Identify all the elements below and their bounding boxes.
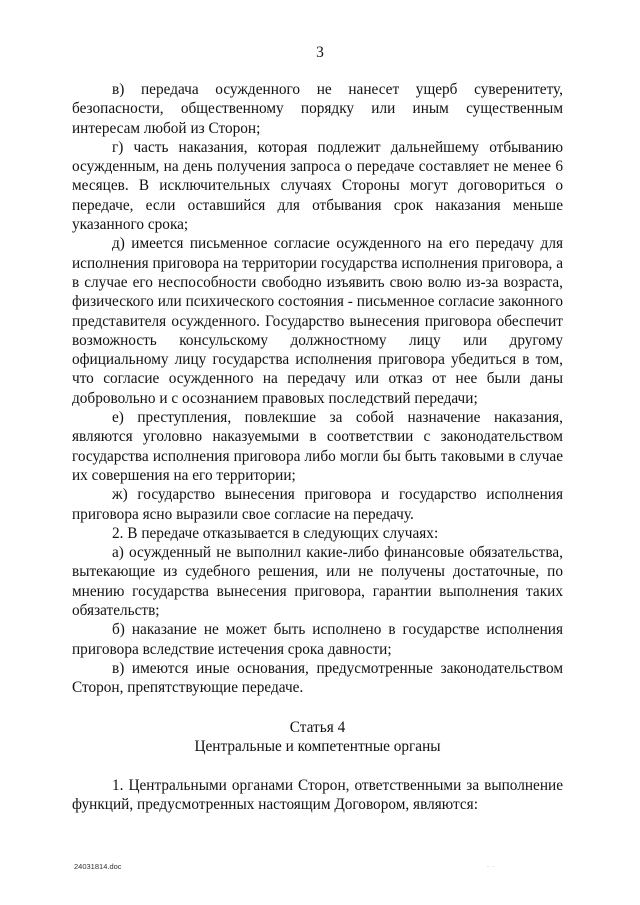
- document-body: [72, 80, 563, 815]
- paragraph-v: в) передача осужденного не нанесет ущерб суверенитету, безопасности, общественному порядку или иным существенным интересам любой из Сторон;: [72, 81, 563, 137]
- paragraph-refusal-a: а) осужденный не выполнил какие-либо финансовые обязательства, вытекающие из судебного решения, или не получены достаточные, по мнению государства вынесения приговора, гарантии выполнения таких обязательств;: [72, 544, 563, 620]
- paragraph-refusal-v: в) имеются иные основания, предусмотренные законодательством Сторон, препятствующие передаче.: [72, 659, 563, 697]
- article-heading: [72, 718, 563, 757]
- paragraph-g: г) часть наказания, которая подлежит дальнейшему отбыванию осужденным, на день получения запроса о передаче составляет не менее 6 месяцев. В исключительных случаях Стороны могут договориться о передаче, если оставшийся для отбывания срок наказания меньше указанного срока;: [72, 138, 563, 234]
- article-number: Статья 4: [289, 718, 346, 736]
- page-number: 3: [316, 44, 324, 61]
- paragraph-refusal-intro: 2. В передаче отказывается в следующих случаях:: [112, 524, 439, 542]
- paragraph-d: д) имеется письменное согласие осужденного на его передачу для исполнения приговора на территории государства исполнения приговора, а в случае его неспособности свободно изъявить свою волю из-за возраста, физического или психического состояния - письменное согласие законного представителя осужденного. Государство вынесения приговора обеспечит возможность консульскому должностному лицу или другому официальному лицу государства исполнения приговора убедиться в том, что согласие осужденного на передачу или отказ от нее были даны добровольно и с осознанием правовых последствий передачи;: [72, 235, 563, 407]
- paragraph-e: е) преступления, повлекшие за собой назначение наказания, являются уголовно наказуемыми в соответствии с законодательством государства исполнения приговора либо могли бы быть таковыми в случае их совершения на его территории;: [72, 409, 563, 484]
- paragraph-refusal-b: б) наказание не может быть исполнено в государстве исполнения приговора вследствие истечения срока давности;: [72, 621, 563, 658]
- article-title: Центральные и компетентные органы: [194, 737, 441, 755]
- paragraph-zh: ж) государство вынесения приговора и государство исполнения приговора ясно выразили свое согласие на передачу.: [72, 486, 563, 523]
- footer-marks: . .: [487, 862, 496, 869]
- footer-doc-name: 24031814.doc: [74, 862, 122, 871]
- article-paragraph-1: 1. Центральными органами Сторон, ответственными за выполнение функций, предусмотренных настоящим Договором, являются:: [72, 777, 563, 814]
